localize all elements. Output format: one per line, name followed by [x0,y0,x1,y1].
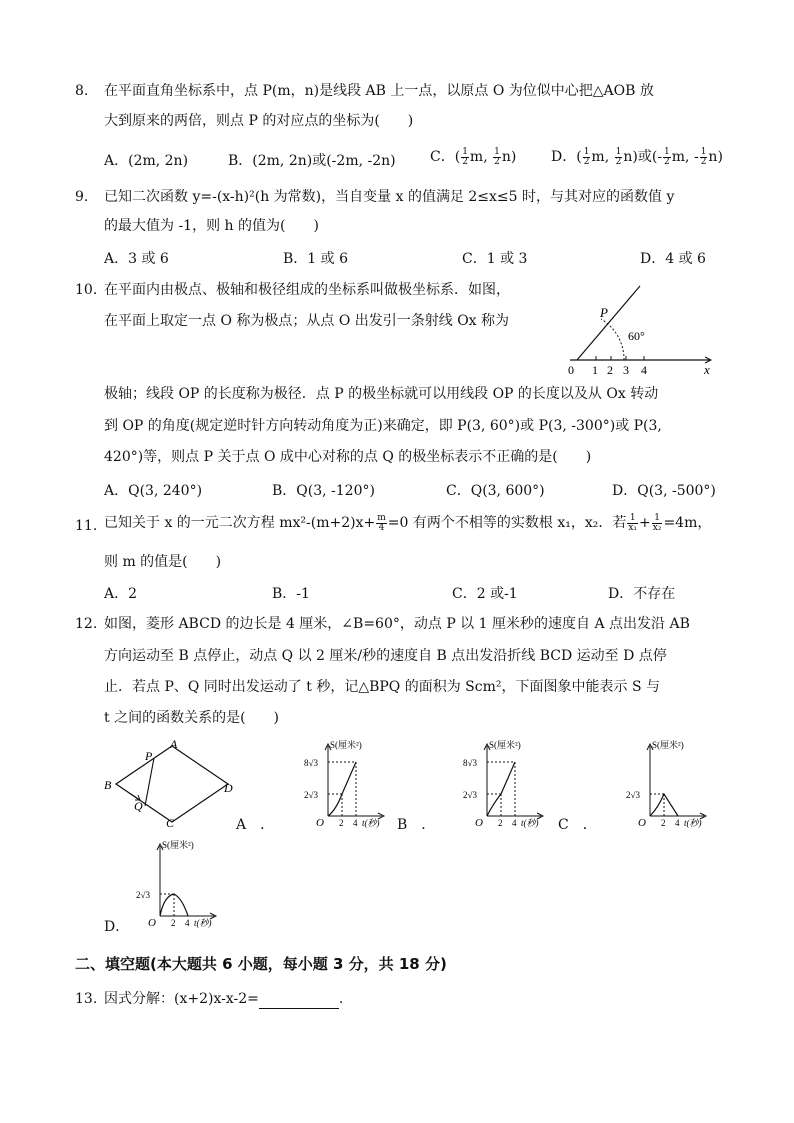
q13-answer-blank[interactable] [259,994,339,1009]
q10-option-c: C．Q(3, 600°) [446,483,545,499]
angle-arc [601,319,624,360]
svg-text:8√3: 8√3 [304,758,318,768]
graph-d-curve [160,894,188,916]
option-c-label: C ． [558,817,597,833]
svg-text:S(厘米²): S(厘米²) [489,740,521,750]
q10-stem-line2: 在平面上取定一点 O 称为极点；从点 O 出发引一条射线 Ox 称为 [104,313,510,329]
q8-stem-line2: 大到原来的两倍，则点 P 的对应点的坐标为( ) [104,113,414,129]
q11-stem-line2: 则 m 的值是( ) [104,554,222,570]
ray-op [577,286,640,360]
svg-text:O: O [148,917,156,929]
segment-pq [145,758,154,806]
q11-option-b: B．-1 [272,586,310,602]
q10-option-a: A．Q(3, 240°) [104,483,203,499]
vertex-b-label: B [104,778,112,792]
svg-text:4: 4 [675,818,680,828]
svg-text:2: 2 [171,918,176,928]
angle-label: 60° [628,329,645,343]
polar-coordinate-figure [560,282,720,378]
q12-stem-line1: 如图，菱形 ABCD 的边长是 4 厘米，∠B=60°，动点 P 以 1 厘米秒的速度自 A 点出发沿 AB [104,616,690,632]
svg-text:O: O [638,817,646,829]
vertex-d-label: D [224,781,233,795]
point-p-label: P [600,305,608,320]
vertex-a-label: A [170,737,178,751]
axis-x-label: x [704,362,710,377]
svg-text:S(厘米²): S(厘米²) [330,740,362,750]
q8-option-c: C．( $\frac{1}{2}$ m, $\frac{1}{2}$ n) [430,146,517,167]
svg-text:4: 4 [185,918,190,928]
svg-text:t(秒): t(秒) [194,918,212,928]
q11-option-a: A．2 [104,586,138,602]
option-b-label: B ． [397,817,436,833]
q12-stem-line3: 止．若点 P、Q 同时出发运动了 t 秒，记△BPQ 的面积为 Scm²，下面图象中能表示 S 与 [104,679,660,695]
svg-text:O: O [316,817,324,829]
q9-option-d: D．4 或 6 [640,251,706,267]
option-a-label: A ． [236,817,275,833]
q11-stem-line1: 已知关于 x 的一元二次方程 mx²-(m+2)x+ $\frac{m}{4}$ =0 有两个不相等的实数根 x₁，x₂．若 $\frac{1}{\text{x₁}}$ + $\frac{1}{\text{x₂}}$ =4m， [104,512,712,533]
tick-2: 2 [607,363,613,377]
tick-1: 1 [592,363,598,377]
graph-d [128,838,228,930]
q11-option-d: D．不存在 [608,586,676,602]
q9-number: 9. [75,189,89,205]
svg-text:t(秒): t(秒) [521,818,539,828]
graph-b [455,738,555,830]
graph-c-curve [650,794,678,816]
vertex-c-label: C [166,816,175,828]
q11-number: 11. [75,518,98,534]
svg-text:2√3: 2√3 [304,790,318,800]
q12-stem-line2: 方向运动至 B 点停止，动点 Q 以 2 厘米/秒的速度自 B 点出发沿折线 BCD 运动至 D 点停 [104,648,667,664]
option-d-label: D． [104,919,130,935]
q9-stem-line1: 已知二次函数 y=-(x-h)²(h 为常数)，当自变量 x 的值满足 2≤x≤5 时，与其对应的函数值 y [104,189,675,205]
q13-stem: 因式分解：(x+2)x-x-2= . [104,991,344,1007]
svg-text:2√3: 2√3 [136,890,150,900]
q10-number: 10. [75,282,98,298]
q12-number: 12. [75,616,98,632]
q10-stem-line3: 极轴；线段 OP 的长度称为极径．点 P 的极坐标就可以用线段 OP 的长度以及从 Ox 转动 [104,386,659,402]
svg-text:4: 4 [512,818,517,828]
q10-option-b: B．Q(3, -120°) [272,483,375,499]
svg-text:S(厘米²): S(厘米²) [162,840,194,850]
q10-stem-line5: 420°)等，则点 P 关于点 O 成中心对称的点 Q 的极坐标表示不正确的是( ) [104,449,592,465]
q10-stem-line4: 到 OP 的角度(规定逆时针方向转动角度为正)来确定，即 P(3, 60°)或 P(3, -300°)或 P(3, [104,418,662,434]
svg-text:2√3: 2√3 [626,790,640,800]
q12-stem-line4: t 之间的函数关系的是( ) [104,710,279,726]
rhombus-figure [100,736,245,828]
q10-stem-line1: 在平面内由极点、极轴和极径组成的坐标系叫做极坐标系．如图， [104,282,510,298]
rhombus-abcd [116,746,228,822]
svg-text:t(秒): t(秒) [684,818,702,828]
q9-option-c: C．1 或 3 [462,251,528,267]
q13-number: 13. [75,991,98,1007]
svg-text:8√3: 8√3 [463,758,477,768]
q9-option-b: B．1 或 6 [283,251,349,267]
q9-stem-line2: 的最大值为 -1，则 h 的值为( ) [104,218,319,234]
tick-0: 0 [568,363,574,377]
q10-option-d: D．Q(3, -500°) [612,483,716,499]
point-p-label: P [145,749,153,763]
q11-option-c: C．2 或-1 [452,586,518,602]
graph-a [296,738,396,830]
section-heading: 二、填空题(本大题共 6 小题，每小题 3 分，共 18 分) [75,955,447,973]
q8-number: 8. [75,83,89,99]
tick-3: 3 [623,363,629,377]
svg-text:2√3: 2√3 [463,790,477,800]
svg-text:4: 4 [353,818,358,828]
svg-text:2: 2 [339,818,344,828]
svg-text:2: 2 [498,818,503,828]
svg-text:O: O [475,817,483,829]
graph-c [618,738,718,830]
q8-option-a: A．(2m, 2n) [104,153,189,169]
svg-text:2: 2 [661,818,666,828]
q8-option-d: D．( $\frac{1}{2}$ m, $\frac{1}{2}$ n)或(- $\frac{1}{2}$ m, - $\frac{1}{2}$ n) [551,146,723,167]
tick-4: 4 [641,363,647,377]
q9-option-a: A．3 或 6 [104,251,169,267]
point-q-label: Q [134,799,143,813]
svg-text:t(秒): t(秒) [362,818,380,828]
q8-stem-line1: 在平面直角坐标系中，点 P(m，n)是线段 AB 上一点，以原点 O 为位似中心把△AOB 放 [104,83,654,99]
q8-option-b: B．(2m, 2n)或(-2m, -2n) [228,153,396,169]
svg-text:S(厘米²): S(厘米²) [652,740,684,750]
